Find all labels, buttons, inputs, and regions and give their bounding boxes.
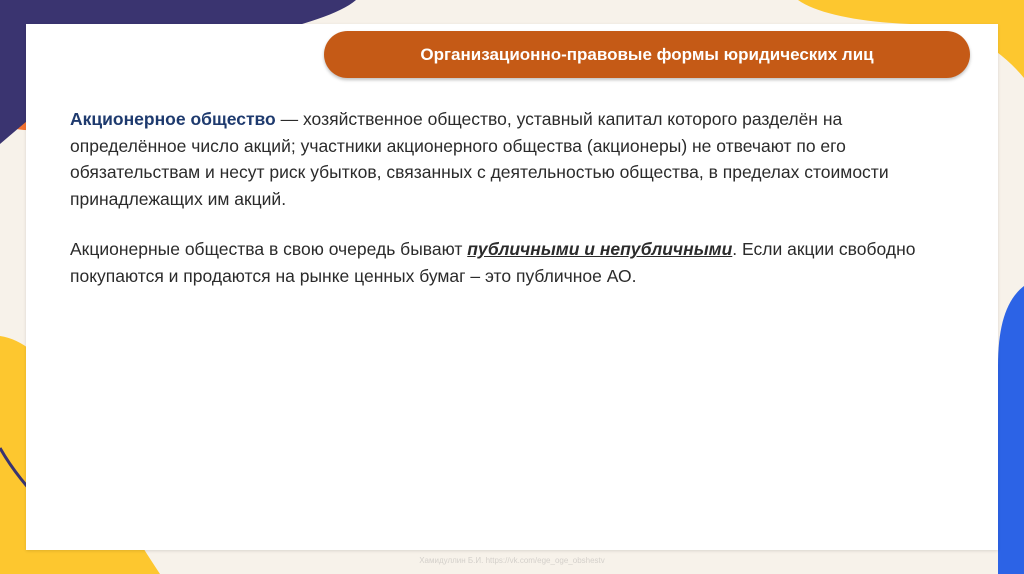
types-text-after: . Если акции свободно покупаются и продаются на рынке ценных бумаг – это публичное АО. xyxy=(70,239,916,286)
definition-text: — хозяйственное общество, уставный капитал которого разделён на определённое число акций; участники акционерного общества (акционеры) не отвечают по его обязательствам и несут риск убытков, связанных с деятельностью общества, в пределах стоимости принадлежащих им акций. xyxy=(70,109,889,209)
author-footer: Хамидуллин Б.И. https://vk.com/ege_oge_obshestv xyxy=(419,556,605,565)
defined-term: Акционерное общество xyxy=(70,109,276,129)
types-text-before: Акционерные общества в свою очередь бывают xyxy=(70,239,468,259)
types-emphasis: публичными и непубличными xyxy=(467,239,733,259)
definition-paragraph xyxy=(70,106,950,212)
types-paragraph xyxy=(70,236,950,289)
blue-side-shape xyxy=(998,286,1024,574)
slide-content xyxy=(70,106,950,313)
slide-title: Организационно-правовые формы юридических лиц xyxy=(324,31,970,78)
